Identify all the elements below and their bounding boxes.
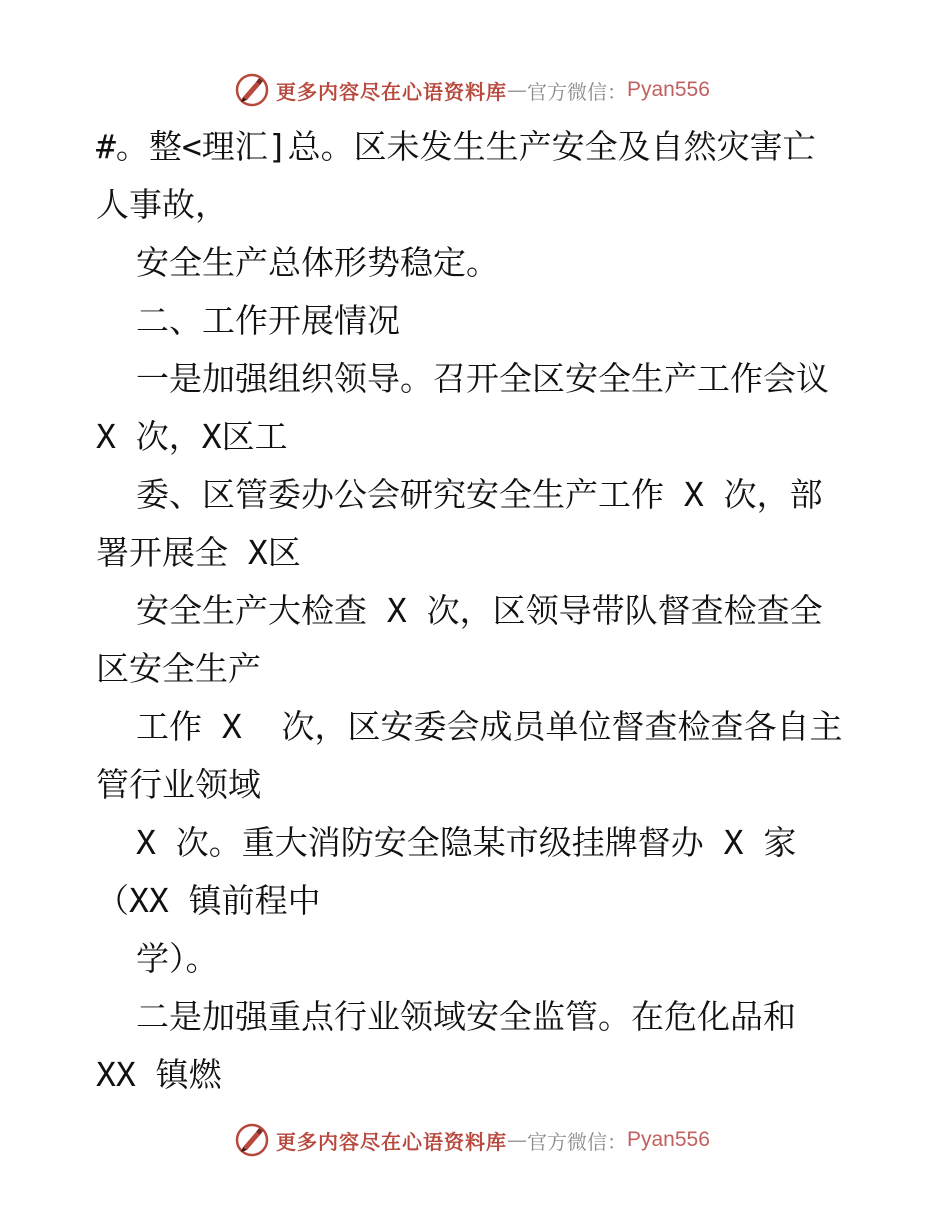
text-line: X 次。重大消防安全隐某市级挂牌督办 X 家 <box>136 823 797 862</box>
text-line: 工作 X 次，区安委会成员单位督查检查各自主 <box>136 707 843 746</box>
text-line: 署开展全 X区 <box>96 533 301 572</box>
text-line: 安全生产大检查 X 次，区领导带队督查检查全 <box>136 591 823 630</box>
text-line: 安全生产总体形势稳定。 <box>136 243 499 282</box>
text-line: （XX 镇前程中 <box>96 881 321 920</box>
text-line: 二是加强重点行业领域安全监管。在危化品和 <box>136 997 796 1036</box>
footer-brand-text: 更多内容尽在心语资料库 <box>276 1129 507 1154</box>
pen-logo-icon <box>234 1122 270 1158</box>
document-body <box>96 118 876 1104</box>
text-line: X 次，X区工 <box>96 417 288 456</box>
header-sub-text: 官方微信： <box>527 79 627 104</box>
footer-dash: — <box>507 1128 527 1152</box>
footer-wechat-id: Pyan556 <box>627 1128 710 1151</box>
header-watermark <box>234 70 710 110</box>
header-dash: — <box>507 78 527 102</box>
header-brand-text: 更多内容尽在心语资料库 <box>276 79 507 104</box>
text-line: 人事故， <box>96 185 228 224</box>
pen-logo-icon <box>234 72 270 108</box>
text-line: XX 镇燃 <box>96 1055 222 1094</box>
text-line: 委、区管委办公会研究安全生产工作 X 次，部 <box>136 475 823 514</box>
header-wechat-id: Pyan556 <box>627 78 710 101</box>
section-heading: 二、工作开展情况 <box>136 301 400 340</box>
footer-watermark <box>234 1120 710 1160</box>
text-line: #。整<理汇]总。区未发生生产安全及自然灾害亡 <box>96 127 816 166</box>
text-line: 一是加强组织领导。召开全区安全生产工作会议 <box>136 359 829 398</box>
text-line: 区安全生产 <box>96 649 261 688</box>
footer-sub-text: 官方微信： <box>527 1129 627 1154</box>
text-line: 学）。 <box>136 939 219 978</box>
text-line: 管行业领域 <box>96 765 261 804</box>
